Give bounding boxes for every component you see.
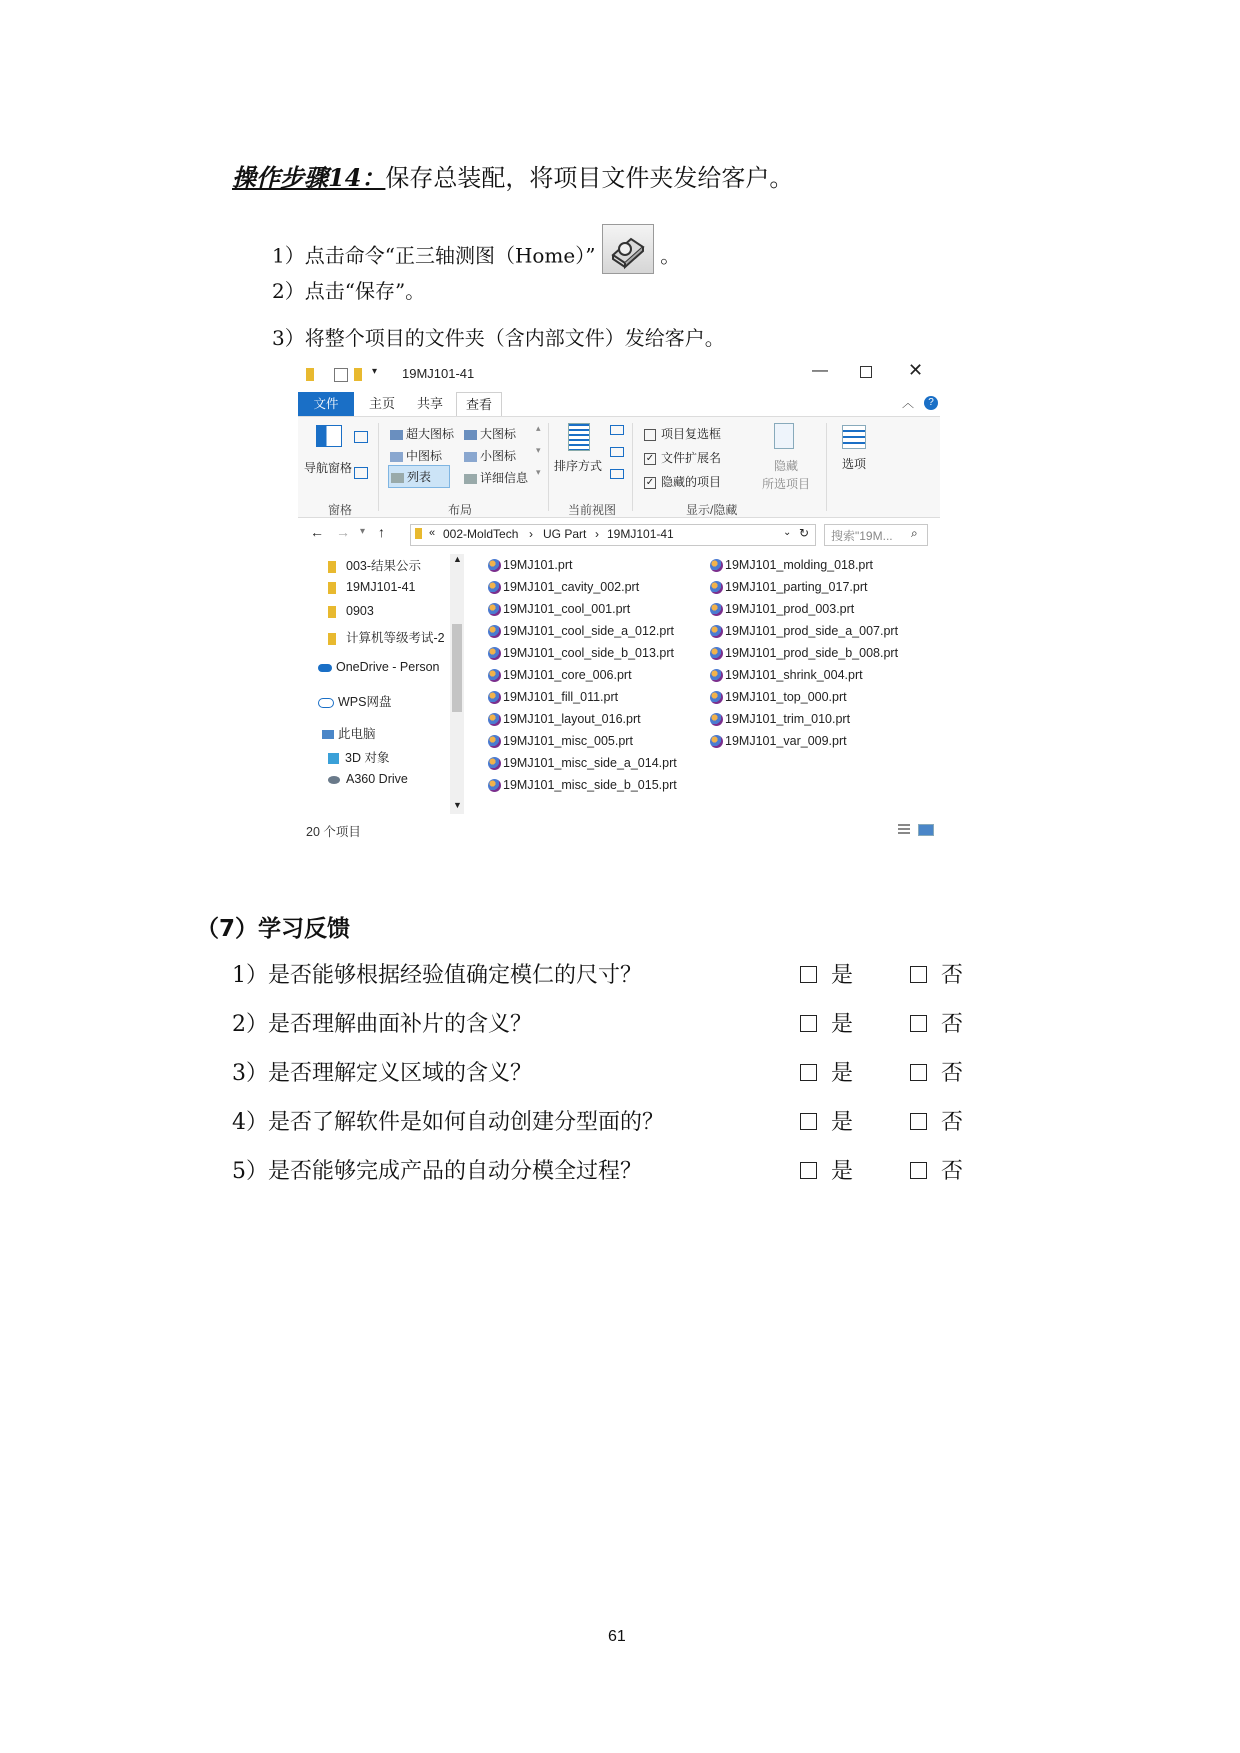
tab-file[interactable]: 文件 (298, 392, 354, 416)
checkbox-checked-icon: ✓ (645, 452, 655, 464)
preview-pane-icon[interactable] (354, 431, 368, 443)
back-icon[interactable]: ← (310, 524, 324, 540)
list-icon (391, 473, 404, 483)
checkbox-checked-icon: ✓ (645, 476, 655, 488)
prt-file-icon (488, 581, 501, 594)
feedback-question-3: 3）是否理解定义区域的含义？ (232, 1061, 532, 1086)
layout-group-label: 布局 (448, 503, 473, 517)
file-item[interactable]: 19MJ101_cool_001.prt (488, 602, 630, 616)
sort-by-icon (568, 423, 590, 451)
collapse-ribbon-icon[interactable]: ︿ (902, 396, 915, 410)
cloud-icon (318, 698, 334, 708)
file-list (488, 558, 940, 808)
step-text: 保存总装配，将项目文件夹发给客户。 (385, 164, 794, 192)
tab-view[interactable]: 查看 (456, 392, 502, 417)
step-heading (232, 158, 793, 193)
properties-icon[interactable] (334, 368, 348, 382)
up-icon[interactable]: ↑ (378, 524, 385, 540)
nav-item[interactable]: 0903 (328, 604, 374, 618)
no-option[interactable]: 否 (910, 1105, 963, 1136)
prt-file-icon (710, 713, 723, 726)
ribbon-tabs (298, 392, 940, 416)
search-icon: ⌕ (911, 526, 918, 540)
feedback-heading: （7）学习反馈 (196, 916, 351, 942)
checkbox-icon[interactable] (800, 1064, 817, 1081)
home-view-icon (602, 224, 654, 274)
minimize-icon[interactable]: — (812, 362, 828, 379)
nav-item-onedrive[interactable]: OneDrive - Person (318, 660, 440, 674)
file-item[interactable]: 19MJ101_trim_010.prt (710, 712, 850, 726)
prt-file-icon (488, 757, 501, 770)
nav-pane-icon (316, 425, 342, 447)
nav-pane-button[interactable]: 导航窗格 (304, 461, 353, 475)
options-button[interactable]: 选项 (842, 457, 867, 471)
quick-access-dropdown-icon[interactable]: ▾ (372, 366, 378, 377)
file-item[interactable]: 19MJ101.prt (488, 558, 572, 572)
breadcrumb-item[interactable]: 19MJ101-41 (607, 527, 674, 541)
prt-file-icon (488, 603, 501, 616)
prt-file-icon (710, 559, 723, 572)
breadcrumb-item[interactable]: 002-MoldTech (443, 527, 519, 541)
status-bar-count: 20 个项目 (306, 825, 361, 839)
instruction-1-text: 1）点击命令“正三轴测图（Home）” (272, 243, 596, 268)
file-extensions-toggle[interactable]: ✓ 文件扩展名 (645, 451, 722, 465)
layout-expand-icon[interactable]: ▾ (536, 467, 541, 477)
sort-by-button[interactable]: 排序方式 (554, 459, 603, 473)
instruction-1-end: 。 (660, 243, 681, 268)
feedback-question-1: 1）是否能够根据经验值确定模仁的尺寸？ (232, 963, 642, 988)
folder-icon (306, 368, 314, 381)
layout-extra-large-icons[interactable]: 超大图标 (390, 425, 454, 442)
nav-item[interactable]: 19MJ101-41 (328, 580, 416, 594)
breadcrumb-prefix: « (429, 527, 436, 539)
prt-file-icon (710, 581, 723, 594)
current-view-group-label: 当前视图 (568, 503, 617, 517)
prt-file-icon (488, 669, 501, 682)
checkbox-icon[interactable] (910, 1162, 927, 1179)
ribbon-divider (548, 423, 549, 511)
prt-file-icon (710, 647, 723, 660)
search-input[interactable] (824, 524, 928, 546)
file-item[interactable]: 19MJ101_fill_011.prt (488, 690, 618, 704)
forward-icon[interactable]: → (336, 524, 350, 540)
checkbox-icon (644, 429, 656, 441)
ribbon-divider (826, 423, 827, 511)
prt-file-icon (488, 779, 501, 792)
nav-item[interactable]: 003-结果公示 (328, 556, 421, 574)
cloud-icon (318, 664, 332, 672)
chevron-right-icon: › (529, 527, 533, 541)
no-option[interactable]: 否 (910, 1007, 963, 1038)
layout-details[interactable]: 详细信息 (464, 469, 528, 486)
file-item[interactable]: 19MJ101_top_000.prt (710, 690, 847, 704)
size-columns-icon[interactable] (610, 469, 624, 479)
ribbon-divider (632, 423, 633, 511)
computer-icon (322, 730, 334, 739)
checkbox-icon[interactable] (800, 1113, 817, 1130)
file-item[interactable]: 19MJ101_shrink_004.prt (710, 668, 863, 682)
page-number: 61 (608, 1628, 626, 1645)
nav-scrollbar[interactable] (450, 554, 464, 814)
layout-list[interactable]: 列表 (388, 465, 450, 488)
file-item[interactable]: 19MJ101_core_006.prt (488, 668, 632, 682)
window-title: 19MJ101-41 (402, 366, 475, 381)
file-item[interactable]: 19MJ101_cool_side_b_013.prt (488, 646, 674, 660)
navigation-pane (298, 554, 466, 814)
3d-objects-icon (328, 753, 339, 764)
feedback-question-4: 4）是否了解软件是如何自动创建分型面的？ (232, 1110, 664, 1135)
close-icon[interactable]: ✕ (908, 360, 924, 380)
ribbon-view (298, 416, 940, 518)
folder-icon (415, 528, 422, 539)
chevron-right-icon: › (595, 527, 599, 541)
instruction-2: 2）点击“保存”。 (272, 279, 426, 303)
file-item[interactable]: 19MJ101_prod_side_b_008.prt (710, 646, 898, 660)
layout-small-icons[interactable]: 小图标 (464, 447, 516, 464)
yes-option[interactable]: 是 (800, 1154, 853, 1185)
refresh-icon[interactable]: ↻ (799, 526, 810, 540)
file-item[interactable]: 19MJ101_parting_017.prt (710, 580, 867, 594)
folder-icon (328, 561, 336, 573)
details-icon (464, 474, 477, 484)
yes-option[interactable]: 是 (800, 958, 853, 989)
details-view-icon[interactable] (898, 824, 910, 834)
checkbox-icon[interactable] (910, 1064, 927, 1081)
checkbox-icon[interactable] (910, 1113, 927, 1130)
prt-file-icon (488, 625, 501, 638)
tab-share[interactable]: 共享 (416, 396, 443, 411)
folder-icon (328, 582, 336, 594)
medium-icons-icon (390, 452, 403, 462)
nav-item[interactable]: 3D 对象 (328, 748, 389, 766)
yes-option[interactable]: 是 (800, 1105, 853, 1136)
prt-file-icon (488, 647, 501, 660)
prt-file-icon (710, 669, 723, 682)
large-icons-icon (464, 430, 477, 440)
prt-file-icon (710, 603, 723, 616)
file-item[interactable]: 19MJ101_prod_003.prt (710, 602, 854, 616)
add-columns-icon[interactable] (610, 447, 624, 457)
yes-option[interactable]: 是 (800, 1007, 853, 1038)
hidden-items-toggle[interactable]: ✓ 隐藏的项目 (645, 475, 722, 489)
hide-selected-label-2: 所选项目 (762, 477, 811, 491)
small-icons-icon (464, 452, 477, 462)
file-item[interactable]: 19MJ101_var_009.prt (710, 734, 847, 748)
scroll-down-icon[interactable]: ▼ (453, 800, 462, 810)
prt-file-icon (488, 735, 501, 748)
prt-file-icon (710, 625, 723, 638)
hide-selected-icon (774, 423, 794, 449)
extra-large-icons-icon (390, 430, 403, 440)
new-folder-icon[interactable] (354, 368, 362, 381)
layout-large-icons[interactable]: 大图标 (464, 425, 516, 442)
breadcrumb-item[interactable]: UG Part (543, 527, 587, 541)
prt-file-icon (488, 691, 501, 704)
help-icon[interactable]: ? (924, 396, 938, 410)
feedback-question-2: 2）是否理解曲面补片的含义？ (232, 1012, 532, 1037)
no-option[interactable]: 否 (910, 1056, 963, 1087)
prt-file-icon (488, 559, 501, 572)
no-option[interactable]: 否 (910, 958, 963, 989)
title-bar (298, 362, 940, 390)
checkbox-icon[interactable] (910, 1015, 927, 1032)
breadcrumb[interactable] (410, 524, 816, 546)
checkbox-icon[interactable] (910, 966, 927, 983)
file-explorer-window (298, 362, 940, 848)
show-hide-group-label: 显示/隐藏 (686, 503, 738, 517)
file-item[interactable]: 19MJ101_cool_side_a_012.prt (488, 624, 674, 638)
prt-file-icon (710, 691, 723, 704)
instruction-3: 3）将整个项目的文件夹（含内部文件）发给客户。 (272, 326, 725, 350)
large-icons-view-icon[interactable] (918, 824, 934, 836)
file-item[interactable]: 19MJ101_misc_side_b_015.prt (488, 778, 677, 792)
nav-item[interactable]: 计算机等级考试-2 (328, 628, 445, 646)
chevron-down-icon[interactable]: ⌄ (783, 527, 792, 538)
file-item[interactable]: 19MJ101_prod_side_a_007.prt (710, 624, 898, 638)
layout-scroll-down-icon[interactable]: ▾ (536, 445, 541, 455)
layout-medium-icons[interactable]: 中图标 (390, 447, 442, 464)
ribbon-divider (378, 423, 379, 511)
tab-home[interactable]: 主页 (368, 396, 395, 411)
drive-icon (328, 776, 340, 784)
checkbox-icon[interactable] (800, 1162, 817, 1179)
file-item[interactable]: 19MJ101_layout_016.prt (488, 712, 641, 726)
maximize-icon[interactable] (860, 366, 872, 378)
address-bar (298, 522, 940, 548)
feedback-question-5: 5）是否能够完成产品的自动分模全过程？ (232, 1159, 642, 1184)
pane-group-label: 窗格 (328, 503, 353, 517)
folder-icon (328, 606, 336, 618)
hide-selected-label-1[interactable]: 隐藏 (774, 459, 799, 473)
file-item[interactable]: 19MJ101_cavity_002.prt (488, 580, 639, 594)
file-item[interactable]: 19MJ101_molding_018.prt (710, 558, 873, 572)
yes-option[interactable]: 是 (800, 1056, 853, 1087)
folder-icon (328, 633, 336, 645)
scroll-thumb[interactable] (452, 624, 462, 712)
no-option[interactable]: 否 (910, 1154, 963, 1185)
recent-locations-icon[interactable]: ▾ (360, 526, 366, 537)
file-item[interactable]: 19MJ101_misc_005.prt (488, 734, 633, 748)
scroll-up-icon[interactable]: ▲ (453, 554, 462, 564)
item-checkboxes-toggle[interactable]: 项目复选框 (644, 425, 721, 442)
options-icon (842, 425, 866, 449)
file-item[interactable]: 19MJ101_misc_side_a_014.prt (488, 756, 677, 770)
search-placeholder: 搜索"19M... (831, 529, 893, 543)
prt-file-icon (488, 713, 501, 726)
prt-file-icon (710, 735, 723, 748)
checkbox-icon[interactable] (800, 966, 817, 983)
nav-item[interactable]: A360 Drive (328, 772, 408, 786)
step-label: 操作步骤14： (232, 163, 386, 192)
checkbox-icon[interactable] (800, 1015, 817, 1032)
details-pane-icon[interactable] (354, 467, 368, 479)
nav-item-this-pc[interactable]: 此电脑 (322, 724, 376, 742)
layout-scroll-up-icon[interactable]: ▴ (536, 423, 541, 433)
group-by-icon[interactable] (610, 425, 624, 435)
nav-item-wps[interactable]: WPS网盘 (318, 692, 391, 710)
